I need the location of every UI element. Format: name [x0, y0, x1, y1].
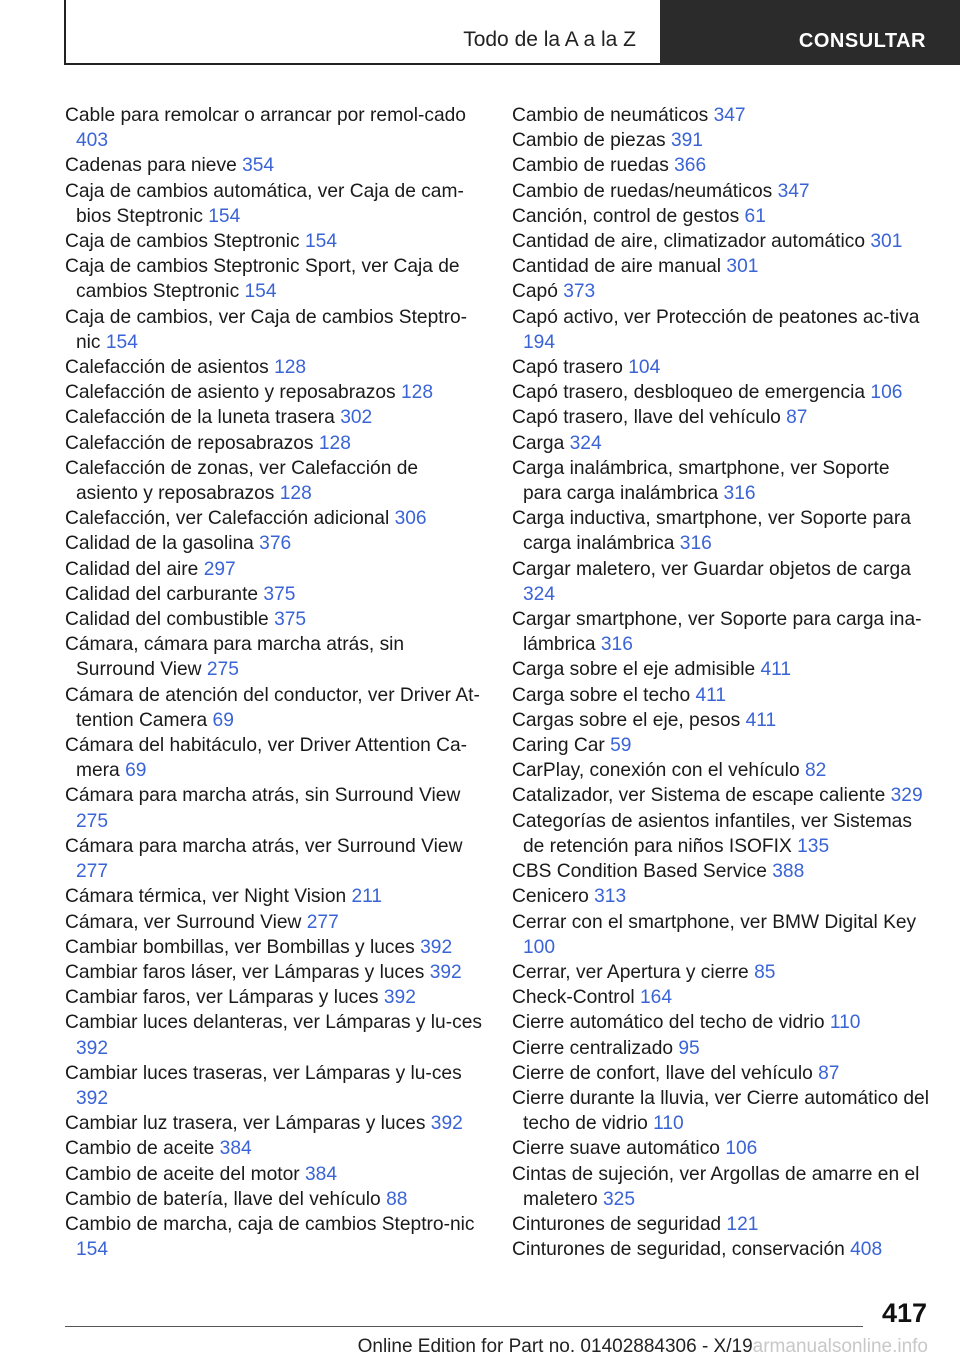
index-entry-text: Calefacción de la luneta trasera [65, 407, 335, 429]
page-link[interactable]: 104 [628, 357, 661, 379]
index-entry-text: Capó trasero, desbloqueo de emergencia [512, 382, 866, 404]
page-link[interactable]: 88 [386, 1188, 408, 1210]
index-entry-text: Cámara de atención del conductor, ver Driver At-tention Camera [65, 684, 480, 731]
index-entry-text: Cambio de aceite [65, 1138, 215, 1160]
index-entry-text: Cambio de ruedas/neumáticos [512, 180, 773, 202]
index-entry [512, 1010, 932, 1035]
index-entry [65, 153, 485, 178]
page-link[interactable]: 100 [523, 936, 556, 958]
page-link[interactable]: 85 [754, 961, 776, 983]
index-entry [512, 657, 932, 682]
page-link[interactable]: 403 [76, 130, 109, 152]
index-entry-text: Cambiar bombillas, ver Bombillas y luces [65, 936, 415, 958]
index-entry [512, 683, 932, 708]
index-entry [512, 179, 932, 204]
index-entry-text: Cargar smartphone, ver Soporte para carga ina-lámbrica [512, 609, 922, 656]
page-link[interactable]: 87 [786, 407, 808, 429]
index-entry [65, 783, 485, 833]
index-entry-text: Cierre durante la lluvia, ver Cierre automático del techo de vidrio [512, 1087, 929, 1135]
index-entry [512, 607, 932, 657]
index-entry-text: Carga sobre el eje admisible [512, 659, 756, 681]
index-entry [512, 1212, 932, 1237]
edition-line [358, 1336, 928, 1358]
index-entry [65, 431, 485, 456]
index-entry-text: Cantidad de aire, climatizador automático [512, 231, 866, 253]
index-entry-text: Cargas sobre el eje, pesos [512, 709, 741, 731]
index-entry-text: Cambiar luces traseras, ver Lámparas y lu-ces [65, 1062, 462, 1084]
index-entry [65, 683, 485, 733]
index-entry [65, 506, 485, 531]
page-link[interactable]: 69 [125, 760, 147, 782]
index-entry [512, 103, 932, 128]
page-link[interactable]: 366 [674, 155, 707, 177]
index-entry-text: Calidad del carburante [65, 583, 259, 605]
page-link[interactable]: 375 [274, 609, 307, 631]
header-left-rule [64, 0, 66, 64]
index-column-left [65, 103, 485, 1262]
page-link[interactable]: 211 [351, 886, 383, 908]
page-link[interactable]: 302 [340, 407, 373, 429]
page-link[interactable]: 329 [890, 785, 923, 807]
index-entry [512, 456, 932, 506]
page-link[interactable]: 316 [679, 533, 712, 555]
index-entry [512, 1237, 932, 1262]
index-entry-text: Cambio de aceite del motor [65, 1163, 300, 1185]
index-entry [512, 783, 932, 808]
page-link[interactable]: 408 [850, 1239, 883, 1261]
index-entry-text: Cámara para marcha atrás, sin Surround View [65, 785, 461, 807]
page-link[interactable]: 392 [420, 936, 453, 958]
page-link[interactable]: 128 [401, 382, 434, 404]
index-entry-text: Cambio de piezas [512, 130, 666, 152]
page-link[interactable]: 277 [76, 861, 109, 883]
page-link[interactable]: 277 [306, 911, 339, 933]
page-link[interactable]: 275 [206, 659, 239, 681]
index-entry-text: Caring Car [512, 735, 605, 757]
index-entry [65, 1061, 485, 1111]
index-entry-text: Cable para remolcar o arrancar por remol-cado [65, 105, 466, 126]
page-link[interactable]: 154 [208, 205, 241, 227]
page-link[interactable]: 384 [304, 1163, 337, 1185]
watermark: armanualsonline.info [752, 1336, 928, 1357]
page-link[interactable]: 154 [244, 281, 277, 303]
index-entry [512, 1086, 932, 1136]
header-bottom-rule [64, 63, 660, 65]
index-entry [65, 531, 485, 556]
page-link[interactable]: 313 [594, 886, 627, 908]
page-link[interactable]: 392 [76, 1037, 109, 1059]
index-entry [65, 380, 485, 405]
index-entry-text: Carga inductiva, smartphone, ver Soporte para carga inalámbrica [512, 508, 911, 555]
page-link[interactable]: 388 [772, 861, 805, 883]
index-entry [512, 1162, 932, 1212]
page-link[interactable]: 411 [760, 659, 792, 681]
page-link[interactable]: 373 [563, 281, 596, 303]
index-entry [65, 960, 485, 985]
index-entry [512, 279, 932, 304]
index-entry [512, 254, 932, 279]
index-entry [65, 985, 485, 1010]
index-entry [512, 910, 932, 960]
page-link[interactable]: 297 [203, 558, 236, 580]
index-entry-text: Categorías de asientos infantiles, ver Sistemas de retención para niños ISOFIX [512, 810, 912, 857]
index-entry [512, 809, 932, 859]
page-link[interactable]: 411 [695, 684, 727, 706]
index-entry [512, 405, 932, 430]
index-entry-text: Catalizador, ver Sistema de escape caliente [512, 785, 886, 807]
index-entry [65, 1010, 485, 1060]
page-link[interactable]: 95 [678, 1037, 700, 1059]
index-entry-text: Cambiar luces delanteras, ver Lámparas y lu-ces [65, 1012, 482, 1034]
page-link[interactable]: 384 [219, 1138, 252, 1160]
index-entry-text: Calefacción de asientos [65, 357, 269, 379]
index-entry-text: Carga [512, 432, 565, 454]
index-entry [512, 153, 932, 178]
page-link[interactable]: 59 [610, 735, 632, 757]
index-entry-text: Cerrar, ver Apertura y cierre [512, 961, 749, 983]
index-entry [65, 1136, 485, 1161]
page-link[interactable]: 301 [726, 256, 759, 278]
index-entry [512, 355, 932, 380]
page-link[interactable]: 121 [726, 1213, 759, 1235]
index-entry-text: Cámara, ver Surround View [65, 911, 302, 933]
page-link[interactable]: 164 [639, 987, 672, 1009]
page-header [0, 0, 960, 66]
index-entry-text: Carga sobre el techo [512, 684, 691, 706]
index-entry-text: Cierre centralizado [512, 1037, 674, 1059]
page-link[interactable]: 376 [259, 533, 292, 555]
page-link[interactable]: 110 [653, 1113, 684, 1135]
index-entry-text: CarPlay, conexión con el vehículo [512, 760, 800, 782]
page-link[interactable]: 154 [76, 1239, 109, 1261]
index-entry [65, 103, 485, 153]
index-entry-text: Carga inalámbrica, smartphone, ver Soporte para carga inalámbrica [512, 457, 890, 505]
page-link[interactable]: 154 [304, 231, 337, 253]
index-column-right [512, 103, 932, 1262]
index-entry-text: Calefacción de reposabrazos [65, 432, 314, 454]
index-entry [512, 1136, 932, 1161]
index-entry-text: Cámara del habitáculo, ver Driver Attention Ca-mera [65, 735, 468, 782]
page-link[interactable]: 110 [829, 1012, 861, 1034]
index-entry [65, 557, 485, 582]
page-link[interactable]: 154 [105, 331, 138, 353]
consult-tab[interactable] [660, 0, 960, 65]
index-entry [65, 884, 485, 909]
page-link[interactable]: 128 [318, 432, 351, 454]
page-link[interactable]: 316 [600, 634, 633, 656]
page-link[interactable]: 411 [745, 709, 777, 731]
index-entry [512, 1061, 932, 1086]
page-link[interactable]: 82 [804, 760, 827, 782]
index-entry-text: Cinturones de seguridad, conservación [512, 1239, 845, 1261]
index-entry [65, 1111, 485, 1136]
index-entry [512, 557, 932, 607]
page-link[interactable]: 61 [744, 205, 766, 227]
page-link[interactable]: 128 [274, 357, 307, 379]
index-entry [65, 935, 485, 960]
page-link[interactable]: 354 [242, 155, 275, 177]
consult-tab-label: CONSULTAR [798, 30, 926, 52]
index-entry [65, 632, 485, 682]
index-entry [65, 1162, 485, 1187]
index-entry [65, 229, 485, 254]
index-entry-text: Cambiar faros, ver Lámparas y luces [65, 987, 379, 1009]
footer-rule [65, 1326, 863, 1327]
index-entry [512, 305, 932, 355]
index-entry-text: Cambio de batería, llave del vehículo [65, 1188, 381, 1210]
page-link[interactable]: 347 [777, 180, 810, 202]
page-link[interactable]: 316 [723, 483, 756, 505]
index-entry [65, 607, 485, 632]
index-entry [65, 910, 485, 935]
page-link[interactable]: 194 [523, 331, 556, 353]
index-entry-text: Capó trasero, llave del vehículo [512, 407, 781, 429]
index-entry-text: Caja de cambios automática, ver Caja de cam-bios Steptronic [65, 180, 464, 227]
index-entry [512, 204, 932, 229]
page-link[interactable]: 301 [870, 231, 903, 253]
index-entry-text: Cerrar con el smartphone, ver BMW Digital Key [512, 911, 917, 933]
page-link[interactable]: 106 [870, 382, 903, 404]
index-entry [512, 128, 932, 153]
index-entry [65, 254, 485, 304]
index-entry [65, 305, 485, 355]
page-link[interactable]: 128 [279, 483, 312, 505]
page-link[interactable]: 347 [713, 105, 746, 126]
index-entry-text: Caja de cambios Steptronic Sport, ver Caja de cambios Steptronic [65, 256, 460, 303]
index-entry-text: Cierre de confort, llave del vehículo [512, 1062, 813, 1084]
edition-text: Online Edition for Part no. 01402884306 - X/19 [357, 1336, 753, 1357]
index-entry [512, 960, 932, 985]
index-entry [512, 1036, 932, 1061]
index-entry [65, 582, 485, 607]
page-link[interactable]: 392 [430, 1113, 463, 1135]
page-link[interactable]: 69 [212, 709, 234, 731]
index-entry [65, 355, 485, 380]
index-entry [512, 733, 932, 758]
index-entry-text: Calefacción, ver Calefacción adicional [65, 508, 390, 530]
index-entry-text: Cargar maletero, ver Guardar objetos de carga [512, 558, 911, 580]
page-link[interactable]: 392 [76, 1087, 109, 1109]
page-link[interactable]: 306 [394, 508, 427, 530]
index-entry [65, 179, 485, 229]
index-entry-text: Cantidad de aire manual [512, 256, 722, 278]
index-entry [512, 859, 932, 884]
index-entry [65, 405, 485, 430]
index-entry-text: Calefacción de asiento y reposabrazos [65, 382, 396, 404]
index-entry-text: Cámara, cámara para marcha atrás, sin Surround View [65, 634, 405, 681]
page-link[interactable]: 135 [797, 835, 830, 857]
index-entry-text: Cambiar luz trasera, ver Lámparas y luces [65, 1113, 426, 1135]
page-link[interactable]: 392 [429, 961, 462, 983]
index-entry-text: Caja de cambios, ver Caja de cambios Steptro-nic [65, 306, 468, 353]
index-entry-text: Capó [512, 281, 558, 303]
index-entry [512, 229, 932, 254]
index-entry-text: Capó trasero [512, 357, 623, 379]
index-entry-text: Capó activo, ver Protección de peatones ac-tiva [512, 306, 920, 328]
index-entry [512, 380, 932, 405]
index-entry-text: CBS Condition Based Service [512, 861, 767, 883]
index-entry [512, 431, 932, 456]
page-link[interactable]: 391 [670, 130, 703, 152]
page-link[interactable]: 324 [523, 583, 556, 605]
index-entry-text: Caja de cambios Steptronic [65, 231, 300, 253]
index-entry-text: Cambiar faros láser, ver Lámparas y luces [65, 961, 425, 983]
page-link[interactable]: 87 [818, 1062, 840, 1084]
page-link[interactable]: 325 [603, 1188, 636, 1210]
page-number: 417 [881, 1298, 927, 1328]
index-entry-text: Calidad de la gasolina [65, 533, 254, 555]
index-entry-text: Cinturones de seguridad [512, 1213, 722, 1235]
index-entry-text: Calidad del combustible [65, 609, 269, 631]
index-entry [65, 1187, 485, 1212]
page-link[interactable]: 275 [76, 810, 109, 832]
index-entry [65, 733, 485, 783]
index-entry-text: Cintas de sujeción, ver Argollas de amarre en el maletero [512, 1163, 920, 1210]
index-entry [512, 758, 932, 783]
section-title[interactable]: Todo de la A a la Z [463, 28, 636, 51]
index-entry-text: Canción, control de gestos [512, 205, 740, 227]
index-entry-text: Cámara para marcha atrás, ver Surround View [65, 835, 463, 857]
index-entry [512, 506, 932, 556]
index-entry [65, 834, 485, 884]
index-entry-text: Cierre automático del techo de vidrio [512, 1012, 825, 1034]
index-entry-text: Check-Control [512, 987, 635, 1009]
page-link[interactable]: 392 [383, 987, 416, 1009]
index-entry [65, 456, 485, 506]
index-entry [512, 708, 932, 733]
index-entry-text: Cambio de ruedas [512, 155, 669, 177]
index-entry-text: Calefacción de zonas, ver Calefacción de asiento y reposabrazos [65, 457, 419, 505]
page-link[interactable]: 324 [569, 432, 602, 454]
index-entry-text: Cierre suave automático [512, 1138, 720, 1160]
index-entry-text: Calidad del aire [65, 558, 199, 580]
index-entry-text: Cambio de neumáticos [512, 105, 709, 126]
page-link[interactable]: 375 [263, 583, 296, 605]
index-entry-text: Cadenas para nieve [65, 155, 237, 177]
index-entry [512, 985, 932, 1010]
index-entry-text: Cámara térmica, ver Night Vision [65, 886, 347, 908]
index-entry-text: Cambio de marcha, caja de cambios Steptro-nic [65, 1213, 475, 1235]
index-entry [65, 1212, 485, 1262]
index-entry-text: Cenicero [512, 886, 589, 908]
index-entry [512, 884, 932, 909]
page-link[interactable]: 106 [725, 1138, 758, 1160]
